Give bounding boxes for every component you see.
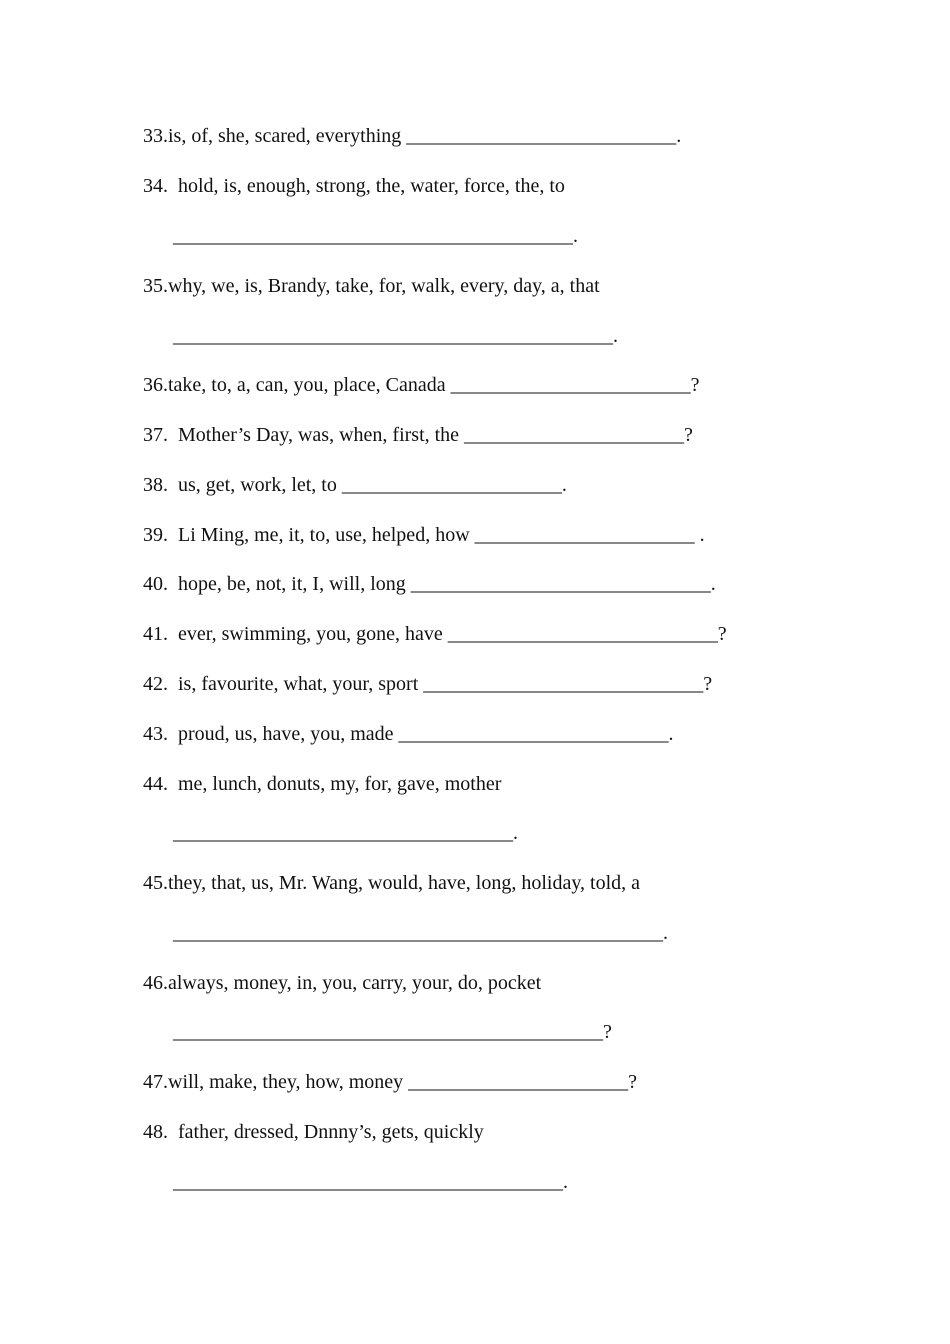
answer-blank-46: ___________________________________________? [173,1021,612,1043]
question-38: 38. us, get, work, let, to ______________________. [143,474,567,496]
question-47: 47.will, make, they, how, money ______________________? [143,1071,638,1093]
answer-blank-34: ________________________________________. [173,225,578,247]
question-40: 40. hope, be, not, it, I, will, long ______________________________. [143,573,716,595]
question-34: 34. hold, is, enough, strong, the, water, force, the, to [143,175,565,197]
question-35: 35.why, we, is, Brandy, take, for, walk, every, day, a, that [143,275,600,297]
question-33: 33.is, of, she, scared, everything ___________________________. [143,125,682,147]
question-43: 43. proud, us, have, you, made ___________________________. [143,723,674,745]
question-44: 44. me, lunch, donuts, my, for, gave, mother [143,773,502,795]
answer-blank-44: __________________________________. [173,822,518,844]
question-36: 36.take, to, a, can, you, place, Canada ________________________? [143,374,700,396]
answer-blank-45: _________________________________________________. [173,922,668,944]
question-48: 48. father, dressed, Dnnny’s, gets, quickly [143,1121,484,1143]
question-37: 37. Mother’s Day, was, when, first, the ______________________? [143,424,693,446]
question-39: 39. Li Ming, me, it, to, use, helped, how ______________________ . [143,524,705,546]
question-41: 41. ever, swimming, you, gone, have ___________________________? [143,623,727,645]
answer-blank-48: _______________________________________. [173,1171,568,1193]
question-42: 42. is, favourite, what, your, sport ____________________________? [143,673,713,695]
answer-blank-35: ____________________________________________. [173,325,618,347]
question-45: 45.they, that, us, Mr. Wang, would, have, long, holiday, told, a [143,872,641,894]
question-46: 46.always, money, in, you, carry, your, do, pocket [143,972,542,994]
